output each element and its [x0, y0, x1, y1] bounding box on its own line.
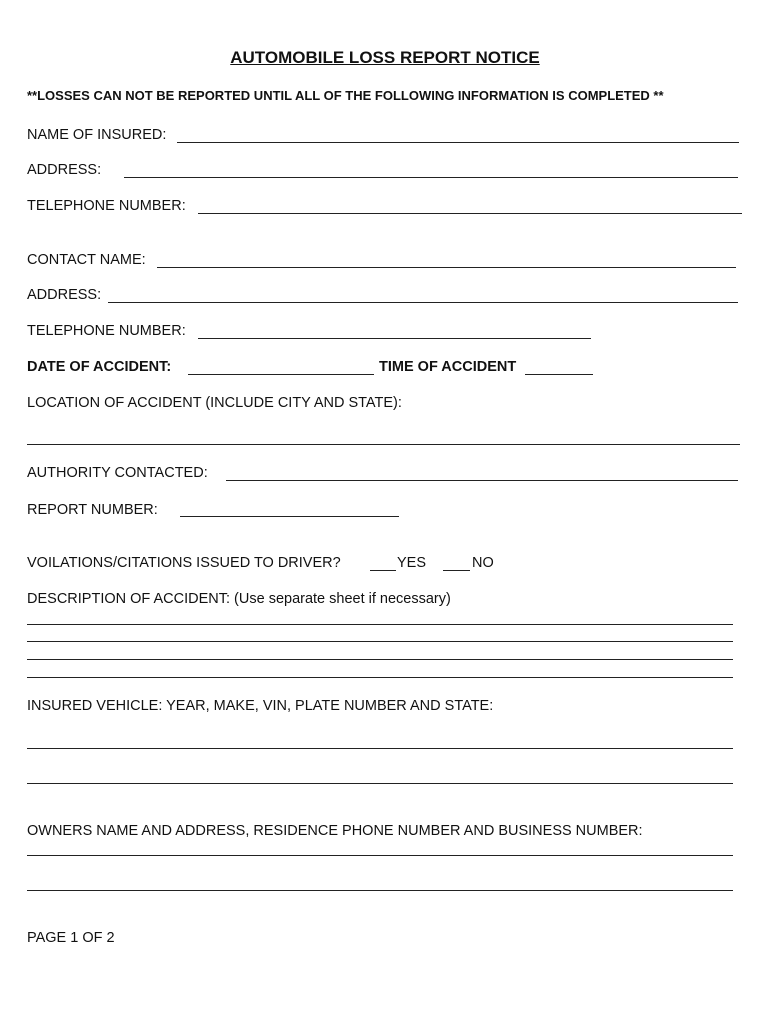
completion-notice: **LOSSES CAN NOT BE REPORTED UNTIL ALL OF THE FOLLOWING INFORMATION IS COMPLETED **	[27, 88, 664, 103]
violations-no-field[interactable]	[443, 570, 470, 571]
form-title: AUTOMOBILE LOSS REPORT NOTICE	[230, 48, 540, 67]
accident-time-field[interactable]	[525, 374, 593, 375]
insured-address-label: ADDRESS:	[27, 162, 102, 178]
report-number-field[interactable]	[180, 516, 399, 517]
accident-description-line-4[interactable]	[27, 677, 733, 678]
insured-name-label: NAME OF INSURED:	[27, 127, 167, 143]
authority-contacted-field[interactable]	[226, 480, 738, 481]
insured-telephone-label: TELEPHONE NUMBER:	[27, 198, 186, 214]
owners-info-label: OWNERS NAME AND ADDRESS, RESIDENCE PHONE NUMBER AND BUSINESS NUMBER:	[27, 823, 643, 839]
report-number-label: REPORT NUMBER:	[27, 502, 158, 518]
contact-telephone-field[interactable]	[198, 338, 591, 339]
page-number: PAGE 1 OF 2	[27, 930, 115, 946]
contact-address-label: ADDRESS:	[27, 287, 102, 303]
accident-date-field[interactable]	[188, 374, 374, 375]
accident-time-label: TIME OF ACCIDENT	[379, 359, 517, 375]
accident-description-line-2[interactable]	[27, 641, 733, 642]
accident-description-label: DESCRIPTION OF ACCIDENT: (Use separate sheet if necessary)	[27, 591, 451, 607]
violations-no-label: NO	[472, 555, 494, 571]
accident-description-line-3[interactable]	[27, 659, 733, 660]
insured-address-field[interactable]	[124, 177, 738, 178]
contact-address-field[interactable]	[108, 302, 738, 303]
insured-vehicle-line-1[interactable]	[27, 748, 733, 749]
owners-info-line-2[interactable]	[27, 890, 733, 891]
insured-name-field[interactable]	[177, 142, 739, 143]
accident-description-line-1[interactable]	[27, 624, 733, 625]
contact-name-field[interactable]	[157, 267, 736, 268]
insured-vehicle-line-2[interactable]	[27, 783, 733, 784]
contact-telephone-label: TELEPHONE NUMBER:	[27, 323, 186, 339]
accident-location-label: LOCATION OF ACCIDENT (INCLUDE CITY AND STATE):	[27, 395, 402, 411]
authority-contacted-label: AUTHORITY CONTACTED:	[27, 465, 208, 481]
insured-vehicle-label: INSURED VEHICLE: YEAR, MAKE, VIN, PLATE NUMBER AND STATE:	[27, 698, 494, 714]
accident-location-field[interactable]	[27, 444, 740, 445]
violations-yes-field[interactable]	[370, 570, 396, 571]
contact-name-label: CONTACT NAME:	[27, 252, 146, 268]
insured-telephone-field[interactable]	[198, 213, 742, 214]
violations-label: VOILATIONS/CITATIONS ISSUED TO DRIVER?	[27, 555, 341, 571]
accident-date-label: DATE OF ACCIDENT:	[27, 359, 172, 375]
violations-yes-label: YES	[397, 555, 427, 571]
owners-info-line-1[interactable]	[27, 855, 733, 856]
